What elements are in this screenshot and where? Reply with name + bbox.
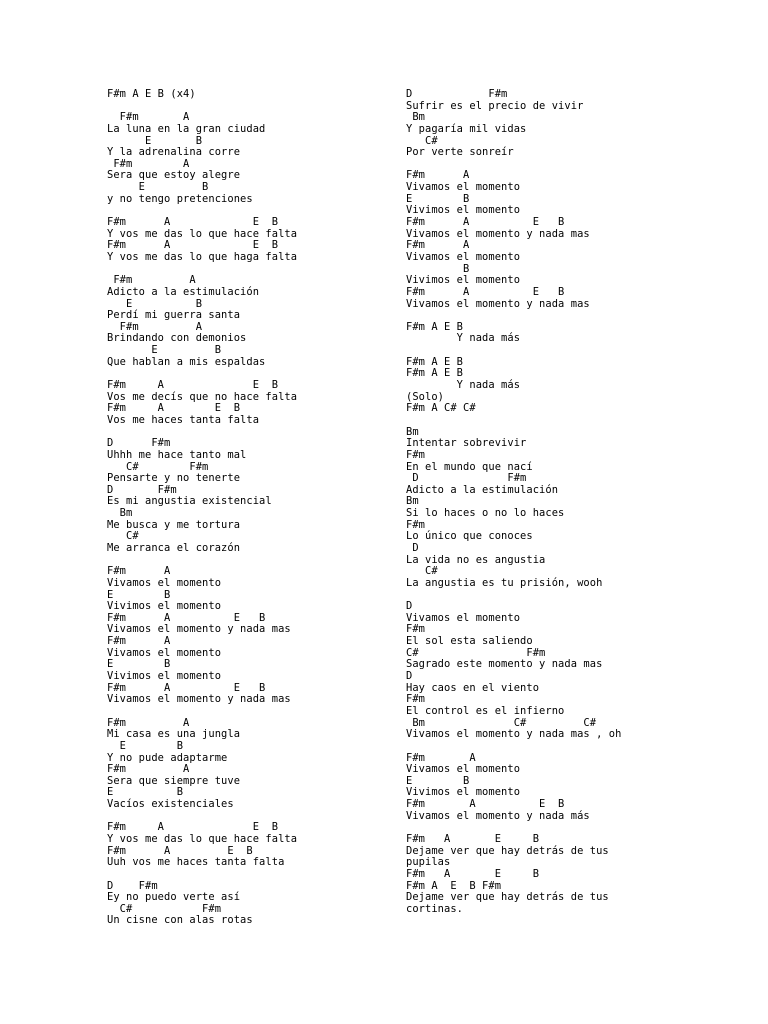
lyric-line: Uhhh me hace tanto mal (107, 448, 247, 461)
lyric-line: Brindando con demonios (107, 332, 247, 345)
lyric-line (406, 741, 746, 753)
lyric-line: Bm (406, 425, 419, 438)
lyric-line: F#m A E B (107, 681, 266, 694)
lyric-line: El control es el infierno (406, 704, 565, 717)
lyric-line: Y no pude adaptarme (107, 751, 228, 764)
lyric-line: Vos me decís que no hace falta (107, 390, 298, 403)
lyric-line: F#m A E B (107, 379, 279, 392)
lyric-line (107, 869, 397, 881)
lyric-line: F#m A E B (406, 355, 464, 368)
lyric-line: E B (406, 192, 470, 205)
lyric-line: Un cisne con alas rotas (107, 914, 253, 927)
lyric-line: En el mundo que nací (406, 460, 533, 473)
lyric-line: Vivamos el momento (406, 181, 521, 194)
lyric-line: Sera que estoy alegre (107, 169, 241, 182)
lyric-line: F#m A (107, 157, 190, 170)
lyric-line: F#m A E B (406, 320, 464, 333)
lyric-line: F#m A E B (406, 285, 565, 298)
lyric-line: E B (107, 297, 203, 310)
lyric-line: cortinas. (406, 902, 464, 915)
lyric-line: D F#m (406, 88, 508, 100)
lyric-line: F#m A E B (107, 402, 241, 415)
lyric-line: D (406, 670, 413, 683)
lyric-line: C# F#m (107, 902, 222, 915)
lyric-line: F#m (406, 518, 426, 531)
lyric-line: F#m A E B F#m (406, 879, 502, 892)
lyric-line (406, 345, 746, 357)
lyric-line: Intentar sobrevivir (406, 437, 527, 450)
lyric-line: Ey no puedo verte así (107, 891, 241, 904)
lyric-line: Que hablan a mis espaldas (107, 355, 266, 368)
lyric-line: F#m A (107, 635, 171, 648)
lyric-line: Vivamos el momento y nada mas (107, 623, 291, 636)
lyric-line: F#m A E B (107, 844, 253, 857)
lyric-line: Vos me haces tanta falta (107, 413, 260, 426)
lyric-line: D F#m (107, 879, 158, 892)
lyric-line: pupilas (406, 856, 451, 869)
lyric-line: Vivimos el momento (107, 600, 222, 613)
lyric-line: D F#m (107, 437, 171, 450)
lyric-line: La angustia es tu prisión, wooh (406, 576, 603, 589)
lyric-line: Y nada más (406, 379, 521, 392)
lyrics-column-right (406, 89, 746, 915)
lyric-line: Adicto a la estimulación (107, 285, 260, 298)
lyric-line: Dejame ver que hay detrás de tus (406, 891, 609, 904)
lyric-line: Bm (406, 111, 426, 124)
lyric-line: Vivamos el momento (406, 763, 521, 776)
lyric-line: F#m A (107, 274, 196, 287)
lyric-line: F#m A E B (107, 216, 279, 229)
lyric-line: E B (107, 739, 184, 752)
lyric-line: Y vos me das lo que haga falta (107, 250, 298, 263)
lyric-line: Hay caos en el viento (406, 681, 540, 694)
lyric-line: C# F#m (406, 646, 546, 659)
lyric-line: Perdí mi guerra santa (107, 309, 241, 322)
lyric-line (107, 706, 397, 718)
lyric-line: E B (107, 181, 209, 194)
lyric-line: F#m (406, 623, 426, 636)
lyric-line: Adicto a la estimulación (406, 483, 559, 496)
lyric-line: Lo único que conoces (406, 530, 533, 543)
lyric-line: Vivamos el momento (107, 576, 222, 589)
lyric-line: F#m A (107, 320, 203, 333)
lyric-line: Vivamos el momento (406, 611, 521, 624)
lyric-line: Vivamos el momento y nada más (406, 809, 590, 822)
lyric-line: Vivamos el momento y nada mas (406, 227, 590, 240)
lyric-line: F#m A E B (406, 367, 464, 380)
lyric-line: F#m A E B (107, 239, 279, 252)
lyric-line (406, 590, 746, 602)
lyric-line: F#m A E B (x4) (107, 88, 196, 100)
lyric-line: F#m (406, 693, 426, 706)
lyric-line: Por verte sonreír (406, 146, 514, 159)
lyric-line: Y la adrenalina corre (107, 146, 241, 159)
lyric-line: E B (107, 344, 222, 357)
lyric-line: Y nada más (406, 332, 521, 345)
lyric-line: F#m A E B (406, 867, 540, 880)
lyric-line: Si lo haces o no lo haces (406, 507, 565, 520)
lyric-line: Vivimos el momento (406, 274, 521, 287)
lyric-line: F#m A (107, 763, 190, 776)
lyric-line: F#m A E B (107, 821, 279, 834)
lyric-line: Bm (406, 495, 419, 508)
lyric-line: E B (406, 774, 470, 787)
lyric-line: C# (107, 530, 139, 543)
lyric-line: Vivamos el momento y nada mas (406, 297, 590, 310)
lyric-line: C# (406, 134, 438, 147)
lyric-line: F#m (406, 448, 426, 461)
lyric-line: E B (107, 658, 171, 671)
lyric-line (406, 415, 746, 427)
lyric-line: Sufrir es el precio de vivir (406, 99, 584, 112)
lyric-line: Vivimos el momento (107, 670, 222, 683)
lyric-line: Y vos me das lo que hace falta (107, 227, 298, 240)
lyric-line: La luna en la gran ciudad (107, 122, 266, 135)
lyric-line: Mi casa es una jungla (107, 728, 241, 741)
lyric-line: Vivamos el momento y nada mas , oh (406, 728, 622, 741)
lyric-line: B (406, 262, 470, 275)
lyric-line: Bm C# C# (406, 716, 597, 729)
lyric-line: La vida no es angustia (406, 553, 546, 566)
lyric-line: Vivimos el momento (406, 786, 521, 799)
lyric-line: D F#m (406, 472, 527, 485)
lyric-line: E B (107, 134, 203, 147)
lyric-line: D F#m (107, 483, 177, 496)
lyric-line: E B (107, 588, 171, 601)
lyric-line: E B (107, 786, 184, 799)
lyric-line: Sera que siempre tuve (107, 774, 241, 787)
lyric-line: F#m A (107, 111, 190, 124)
lyric-line: Vivamos el momento (107, 646, 222, 659)
lyric-line: Vivamos el momento y nada mas (107, 693, 291, 706)
lyric-line: Y vos me das lo que hace falta (107, 833, 298, 845)
lyric-line: y no tengo pretenciones (107, 192, 253, 205)
lyric-line: D (406, 541, 419, 554)
lyrics-column-left (107, 89, 397, 927)
lyric-line: Uuh vos me haces tanta falta (107, 856, 285, 869)
lyric-line: Vivimos el momento (406, 204, 521, 217)
lyric-line: F#m A E B (406, 798, 565, 811)
lyric-line: El sol esta saliendo (406, 635, 533, 648)
lyric-line: C# (406, 565, 438, 578)
lyric-line: (Solo) (406, 390, 445, 403)
lyric-line: F#m A (406, 169, 470, 182)
lyric-line: F#m A C# C# (406, 402, 476, 415)
lyric-line: C# F#m (107, 460, 209, 473)
lyric-line: Me arranca el corazón (107, 541, 241, 554)
lyric-line: D (406, 600, 413, 613)
lyric-line: Es mi angustia existencial (107, 495, 272, 508)
lyric-line: F#m A (107, 716, 190, 729)
lyric-line: Vivamos el momento (406, 250, 521, 263)
lyric-line: Y pagaría mil vidas (406, 122, 527, 135)
lyric-line: Vacíos existenciales (107, 798, 234, 811)
lyric-line: F#m A E B (406, 833, 540, 845)
lyric-line: Me busca y me tortura (107, 518, 241, 531)
lyric-line: Sagrado este momento y nada mas (406, 658, 603, 671)
lyric-line: Dejame ver que hay detrás de tus (406, 844, 609, 857)
lyric-line: F#m A E B (406, 216, 565, 229)
lyric-line: F#m A (107, 565, 171, 578)
lyric-line: Pensarte y no tenerte (107, 472, 241, 485)
lyric-line: F#m A (406, 751, 476, 764)
lyric-line: F#m A E B (107, 611, 266, 624)
lyric-line: Bm (107, 507, 133, 520)
lyric-line: F#m A (406, 239, 470, 252)
